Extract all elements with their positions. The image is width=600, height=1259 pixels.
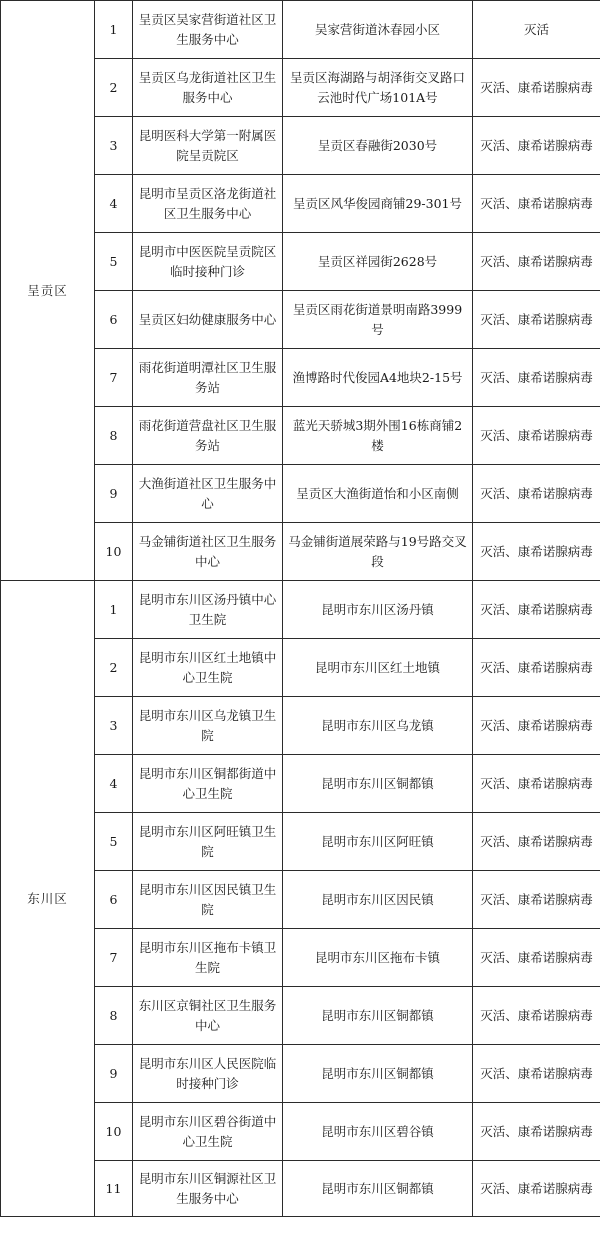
row-number: 9 xyxy=(95,1045,133,1103)
site-address: 呈贡区春融街2030号 xyxy=(283,117,473,175)
vaccine-type: 灭活、康希诺腺病毒 xyxy=(473,291,600,349)
row-number: 4 xyxy=(95,175,133,233)
site-address: 呈贡区雨花街道景明南路3999号 xyxy=(283,291,473,349)
site-address: 吴家营街道沐春园小区 xyxy=(283,1,473,59)
site-name: 东川区京铜社区卫生服务中心 xyxy=(133,987,283,1045)
vaccine-type: 灭活、康希诺腺病毒 xyxy=(473,755,600,813)
vaccine-type: 灭活、康希诺腺病毒 xyxy=(473,813,600,871)
vaccine-type: 灭活、康希诺腺病毒 xyxy=(473,987,600,1045)
table-row xyxy=(1,581,600,639)
site-address: 呈贡区海湖路与胡泽街交叉路口云池时代广场101A号 xyxy=(283,59,473,117)
vaccine-type: 灭活、康希诺腺病毒 xyxy=(473,465,600,523)
district-name: 呈贡区 xyxy=(1,1,95,581)
row-number: 9 xyxy=(95,465,133,523)
vaccine-type: 灭活、康希诺腺病毒 xyxy=(473,1161,600,1217)
site-address: 蓝光天骄城3期外围16栋商铺2楼 xyxy=(283,407,473,465)
site-name: 昆明市呈贡区洛龙街道社区卫生服务中心 xyxy=(133,175,283,233)
site-address: 昆明市东川区阿旺镇 xyxy=(283,813,473,871)
site-address: 昆明市东川区碧谷镇 xyxy=(283,1103,473,1161)
site-name: 呈贡区妇幼健康服务中心 xyxy=(133,291,283,349)
site-address: 昆明市东川区红土地镇 xyxy=(283,639,473,697)
row-number: 6 xyxy=(95,291,133,349)
row-number: 5 xyxy=(95,233,133,291)
row-number: 8 xyxy=(95,987,133,1045)
row-number: 8 xyxy=(95,407,133,465)
site-name: 呈贡区吴家营街道社区卫生服务中心 xyxy=(133,1,283,59)
site-name: 昆明医科大学第一附属医院呈贡院区 xyxy=(133,117,283,175)
vaccine-type: 灭活、康希诺腺病毒 xyxy=(473,523,600,581)
district-name: 东川区 xyxy=(1,581,95,1217)
row-number: 10 xyxy=(95,1103,133,1161)
site-name: 昆明市东川区碧谷街道中心卫生院 xyxy=(133,1103,283,1161)
site-name: 昆明市东川区阿旺镇卫生院 xyxy=(133,813,283,871)
site-name: 昆明市中医医院呈贡院区临时接种门诊 xyxy=(133,233,283,291)
row-number: 1 xyxy=(95,581,133,639)
vaccine-type: 灭活、康希诺腺病毒 xyxy=(473,929,600,987)
vaccine-type: 灭活 xyxy=(473,1,600,59)
vaccine-type: 灭活、康希诺腺病毒 xyxy=(473,59,600,117)
row-number: 2 xyxy=(95,59,133,117)
site-address: 昆明市东川区铜都镇 xyxy=(283,755,473,813)
vaccine-type: 灭活、康希诺腺病毒 xyxy=(473,349,600,407)
site-name: 雨花街道明潭社区卫生服务站 xyxy=(133,349,283,407)
site-name: 马金铺街道社区卫生服务中心 xyxy=(133,523,283,581)
site-address: 昆明市东川区因民镇 xyxy=(283,871,473,929)
site-address: 昆明市东川区乌龙镇 xyxy=(283,697,473,755)
site-address: 昆明市东川区汤丹镇 xyxy=(283,581,473,639)
site-name: 昆明市东川区人民医院临时接种门诊 xyxy=(133,1045,283,1103)
row-number: 6 xyxy=(95,871,133,929)
site-address: 昆明市东川区铜都镇 xyxy=(283,1161,473,1217)
row-number: 3 xyxy=(95,697,133,755)
vaccine-type: 灭活、康希诺腺病毒 xyxy=(473,697,600,755)
row-number: 11 xyxy=(95,1161,133,1217)
vaccine-type: 灭活、康希诺腺病毒 xyxy=(473,407,600,465)
vaccine-type: 灭活、康希诺腺病毒 xyxy=(473,117,600,175)
site-address: 呈贡区祥园街2628号 xyxy=(283,233,473,291)
site-name: 大渔街道社区卫生服务中心 xyxy=(133,465,283,523)
site-address: 昆明市东川区拖布卡镇 xyxy=(283,929,473,987)
site-name: 昆明市东川区铜源社区卫生服务中心 xyxy=(133,1161,283,1217)
row-number: 1 xyxy=(95,1,133,59)
vaccine-type: 灭活、康希诺腺病毒 xyxy=(473,871,600,929)
row-number: 7 xyxy=(95,929,133,987)
site-name: 昆明市东川区因民镇卫生院 xyxy=(133,871,283,929)
site-address: 呈贡区风华俊园商铺29-301号 xyxy=(283,175,473,233)
vaccine-type: 灭活、康希诺腺病毒 xyxy=(473,175,600,233)
site-address: 昆明市东川区铜都镇 xyxy=(283,987,473,1045)
site-name: 雨花街道营盘社区卫生服务站 xyxy=(133,407,283,465)
site-address: 呈贡区大渔街道怡和小区南侧 xyxy=(283,465,473,523)
row-number: 2 xyxy=(95,639,133,697)
vaccine-type: 灭活、康希诺腺病毒 xyxy=(473,1045,600,1103)
site-address: 昆明市东川区铜都镇 xyxy=(283,1045,473,1103)
site-name: 呈贡区乌龙街道社区卫生服务中心 xyxy=(133,59,283,117)
row-number: 4 xyxy=(95,755,133,813)
site-name: 昆明市东川区拖布卡镇卫生院 xyxy=(133,929,283,987)
vaccine-type: 灭活、康希诺腺病毒 xyxy=(473,581,600,639)
row-number: 5 xyxy=(95,813,133,871)
row-number: 7 xyxy=(95,349,133,407)
site-name: 昆明市东川区红土地镇中心卫生院 xyxy=(133,639,283,697)
vaccine-type: 灭活、康希诺腺病毒 xyxy=(473,639,600,697)
site-name: 昆明市东川区汤丹镇中心卫生院 xyxy=(133,581,283,639)
vaccine-type: 灭活、康希诺腺病毒 xyxy=(473,1103,600,1161)
site-address: 马金铺街道展荣路与19号路交叉段 xyxy=(283,523,473,581)
site-name: 昆明市东川区乌龙镇卫生院 xyxy=(133,697,283,755)
vaccine-type: 灭活、康希诺腺病毒 xyxy=(473,233,600,291)
table-row xyxy=(1,1,600,59)
row-number: 3 xyxy=(95,117,133,175)
site-name: 昆明市东川区铜都街道中心卫生院 xyxy=(133,755,283,813)
row-number: 10 xyxy=(95,523,133,581)
site-address: 渔博路时代俊园A4地块2-15号 xyxy=(283,349,473,407)
